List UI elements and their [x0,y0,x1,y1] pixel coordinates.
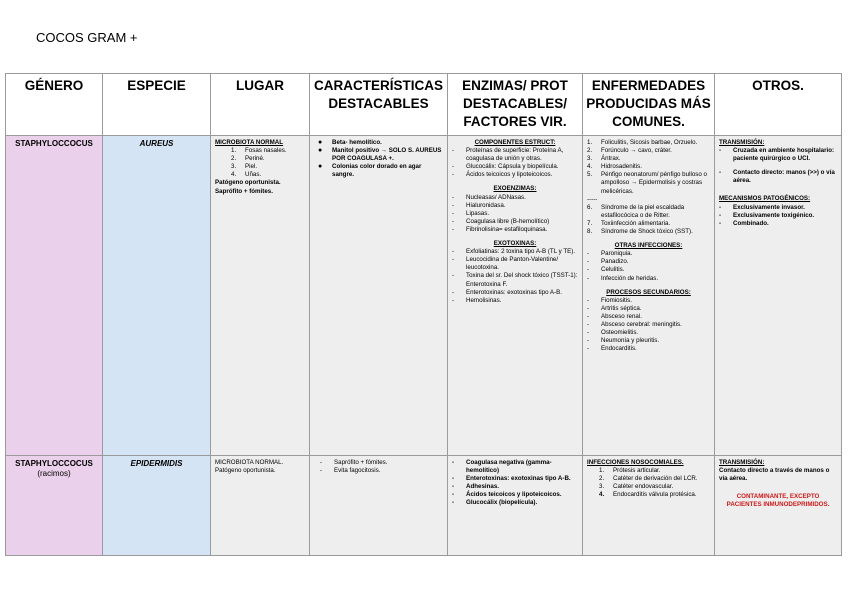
caracteristicas-cell [310,456,448,556]
list-item: - Celulitis. [587,266,625,274]
lugar-line: Saprófito + fómites. [215,187,273,195]
list-item: 1. Fosas nasales. [231,147,287,155]
list-item: - Coagulasa libre (B-hemolítico) [452,217,550,225]
header-enfermedades: ENFERMEDADES PRODUCIDAS MÁS COMUNES. [583,74,715,136]
list-item: - Contacto directo: manos (>>) o vía aérea. [719,169,835,185]
header-lugar: LUGAR [211,74,310,136]
section-title: TRANSMISIÓN: [719,139,765,146]
lugar-line: Patógeno oportunista. [215,179,281,187]
section-title: PROCESOS SECUNDARIOS: [606,288,691,296]
list-item: 3. Catéter endovascular. [599,483,674,491]
list-item: 7. Toxiinfección alimentaria. [587,219,671,227]
list-item: 3. Piel. [231,163,258,171]
enfermedades-cell [583,456,715,556]
section-title: INFECCIONES NOSOCOMIALES. [587,459,684,466]
section-title: MECANISMOS PATOGÉNICOS: [719,195,811,203]
list-item: 2. Catéter de derivación del LCR. [599,475,698,483]
lugar-cell [211,136,310,456]
list-item: - Enterotoxinas: exotoxinas tipo A-B. [452,288,562,296]
list-item: - Exclusivamente invasor. [719,203,805,211]
otros-cell [715,136,842,456]
list-item: 6. Síndrome de la piel escaldada estafilocócica o de Ritter. [587,203,685,219]
lugar-line: MICROBIOTA NORMAL. [215,459,284,466]
section-title: EXOTOXINAS: [493,240,537,248]
list-item: - Toxina del sr. Del shock tóxico (TSST-1): Enterotoxina F. [452,272,578,288]
enzimas-cell [448,136,583,456]
section-title: TRANSMISIÓN: [719,459,765,466]
list-item: 2. Periné. [231,155,265,163]
header-enzimas: ENZIMAS/ PROT DESTACABLES/ FACTORES VIR. [448,74,583,136]
transmision-text: Contacto directo a través de manos o vía aérea. [719,467,830,483]
list-item: 2. Forúnculo → cavo, cráter. [587,147,672,155]
lugar-line: Patógeno oportunista. [215,467,276,475]
especie-cell [103,456,211,556]
list-item: - Proteínas de superficie: Proteína A, coagulasa de unión y otras. [452,147,564,163]
list-item: - Adhesinas. [452,483,500,491]
list-item: - Nucleasas/ ADNasas. [452,193,526,201]
list-item: 3. Ántrax. [587,155,621,163]
list-item: - Hialuronidasa. [452,201,506,209]
list-item: - Ácidos teicoicos y lipoteicoicos. [452,491,562,499]
list-item: - Saprófito + fómites. [320,459,388,466]
section-title: OTRAS INFECCIONES: [614,242,683,250]
list-item: - Panadizo. [587,258,629,266]
list-item: - Lipasas. [452,209,490,217]
list-item: - Evita fagocitosis. [320,467,381,475]
list-item: - Enterotoxinas: exotoxinas tipo A-B. [452,475,571,483]
header-genero: GÉNERO [6,74,103,136]
list-item: - Infección de heridas. [587,274,659,282]
separator: ----- [587,195,598,203]
genero-subtitle: (racimos) [37,469,71,478]
list-item: ● Manitol positivo → SOLO S. AUREUS POR COAGULASA +. [318,147,442,163]
especie-name: AUREUS [139,139,174,148]
list-item: - Glucocálix: Cápsula y biopelícula. [452,163,559,171]
list-item: - Ácidos teicoicos y lipoteicoicos. [452,171,553,179]
otros-cell [715,456,842,556]
list-item: - Exfoliatinas: 2 toxina tipo A-B (TL y TE). [452,248,576,256]
list-item: 4. Hidrosadenitis. [587,163,642,171]
list-item: - Cruzada en ambiente hospitalario: paciente quirúrgico o UCI. [719,147,835,163]
document-title: COCOS GRAM + [36,30,138,45]
list-item: - Absceso renal. [587,312,642,320]
genero-cell [6,456,103,556]
list-item: - Glucocálix (biopelícula). [452,499,538,507]
header-otros: OTROS. [715,74,842,136]
list-item: 1. Prótesis articular. [599,467,661,475]
contaminant-note: CONTAMINANTE, EXCEPTO PACIENTES INMUNODEPRIMIDOS. [726,493,830,509]
section-title: COMPONENTES ESTRUCT: [474,139,556,146]
list-item: - Artritis séptica. [587,304,642,312]
list-item: - Fibrinolisina= estafiloquinasa. [452,225,548,233]
gram-positive-cocci-table [5,73,842,556]
list-item: 8. Síndrome de Shock tóxico (SST). [587,228,693,236]
list-item: - Hemolisinas. [452,296,502,304]
enzimas-cell [448,456,583,556]
list-item: - Neumonía y pleuritis. [587,337,660,345]
list-item: - Endocarditis. [587,345,637,353]
lugar-cell [211,456,310,556]
list-item: - Exclusivamente toxigénico. [719,211,815,219]
list-item: - Coagulasa negativa (gamma-hemolítico) [452,459,552,475]
especie-name: EPIDERMIDIS [130,459,183,468]
genero-name: STAPHYLOCCOCUS [15,139,93,148]
especie-cell [103,136,211,456]
section-title: EXOENZIMAS: [493,185,537,193]
header-especie: ESPECIE [103,74,211,136]
genero-name: STAPHYLOCCOCUS [15,459,93,468]
list-item: - Paroniquia. [587,250,633,258]
list-item: 4. Uñas. [231,171,262,179]
list-item: - Combinado. [719,219,769,227]
list-item: 1. Foliculitis, Sicosis barbae, Orzuelo. [587,139,698,146]
genero-cell [6,136,103,456]
list-item: - Leucocidina de Panton-Valentine/ leucotoxina. [452,256,559,272]
table-row [6,456,842,556]
lugar-heading: MICROBIOTA NORMAL [215,139,284,146]
table-row [6,136,842,456]
list-item: ● Colonias color dorado en agar sangre. [318,163,422,179]
caracteristicas-cell [310,136,448,456]
list-item: - Osteomielitis. [587,329,639,337]
list-item: 4. Endocarditis válvula protésica. [599,491,697,499]
header-row [6,74,842,136]
enfermedades-cell [583,136,715,456]
list-item: 5. Pénfigo neonatorum/ pénfigo bulloso o ampolloso → Epidermolisis y costras melicéricas. [587,171,707,195]
list-item: ● Beta- hemolítico. [318,139,382,146]
header-caracteristicas: CARACTERÍSTICAS DESTACABLES [310,74,448,136]
list-item: - Fiomiositis. [587,296,632,304]
list-item: - Absceso cerebral: meningitis. [587,320,682,328]
